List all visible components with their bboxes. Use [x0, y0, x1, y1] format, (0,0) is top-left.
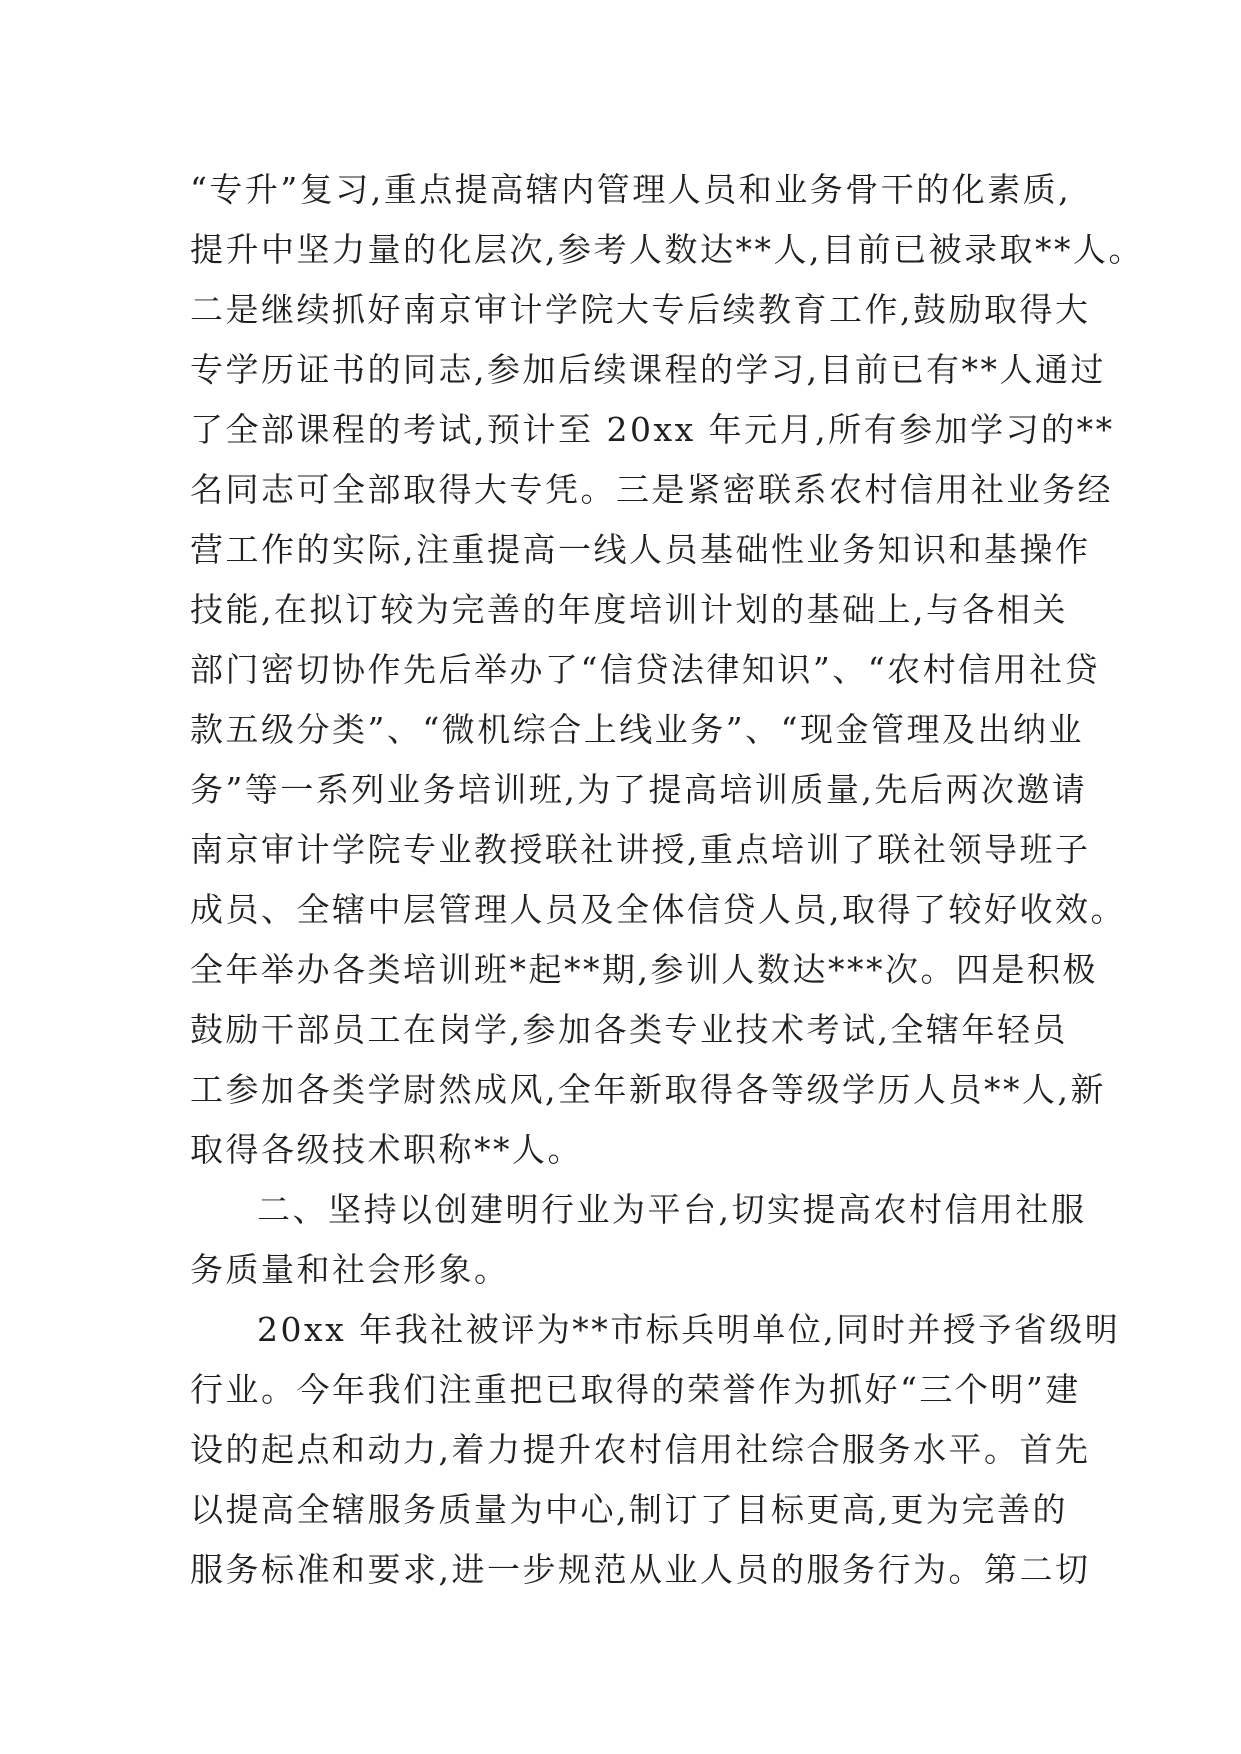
text-line: 名同志可全部取得大专凭。三是紧密联系农村信用社业务经 — [190, 470, 1113, 509]
text-line: 南京审计学院专业教授联社讲授,重点培训了联社领导班子 — [190, 830, 1091, 869]
text-line: 工参加各类学尉然成风,全年新取得各等级学历人员**人,新 — [190, 1070, 1106, 1109]
text-line: 设的起点和动力,着力提升农村信用社综合服务水平。首先 — [190, 1430, 1091, 1469]
text-line: 以提高全辖服务质量为中心,制订了目标更高,更为完善的 — [190, 1490, 1068, 1529]
body-text — [190, 160, 1144, 1600]
section-heading-continued: 务质量和社会形象。 — [190, 1250, 510, 1289]
text-line: 专学历证书的同志,参加后续课程的学习,目前已有**人通过 — [190, 350, 1106, 389]
text-line: 全年举办各类培训班*起**期,参训人数达***次。四是积极 — [190, 950, 1098, 989]
text-line: 二是继续抓好南京审计学院大专后续教育工作,鼓励取得大 — [190, 290, 1091, 329]
text-line: 部门密切协作先后举办了“信贷法律知识”、“农村信用社贷 — [190, 650, 1101, 689]
text-line: 技能,在拟订较为完善的年度培训计划的基础上,与各相关 — [190, 590, 1068, 629]
text-line: 鼓励干部员工在岗学,参加各类专业技术考试,全辖年轻员 — [190, 1010, 1068, 1049]
text-line: 款五级分类”、“微机综合上线业务”、“现金管理及出纳业 — [190, 710, 1084, 749]
text-line: 服务标准和要求,进一步规范从业人员的服务行为。第二切 — [190, 1550, 1091, 1589]
text-line: 取得各级技术职称**人。 — [190, 1130, 583, 1169]
text-line: 提升中坚力量的化层次,参考人数达**人,目前已被录取**人。 — [190, 230, 1144, 269]
text-line: 务”等一系列业务培训班,为了提高培训质量,先后两次邀请 — [190, 770, 1088, 809]
text-line: 行业。今年我们注重把已取得的荣誉作为抓好“三个明”建 — [190, 1370, 1081, 1409]
text-line: 成员、全辖中层管理人员及全体信贷人员,取得了较好收效。 — [190, 890, 1126, 929]
paragraph-start-line: 20xx 年我社被评为**市标兵明单位,同时并授予省级明 — [257, 1310, 1121, 1349]
text-line: 营工作的实际,注重提高一线人员基础性业务知识和基操作 — [190, 530, 1091, 569]
section-heading: 二、坚持以创建明行业为平台,切实提高农村信用社服 — [257, 1190, 1087, 1229]
text-line: “专升”复习,重点提高辖内管理人员和业务骨干的化素质, — [190, 170, 1072, 209]
text-line: 了全部课程的考试,预计至 20xx 年元月,所有参加学习的** — [190, 410, 1115, 449]
